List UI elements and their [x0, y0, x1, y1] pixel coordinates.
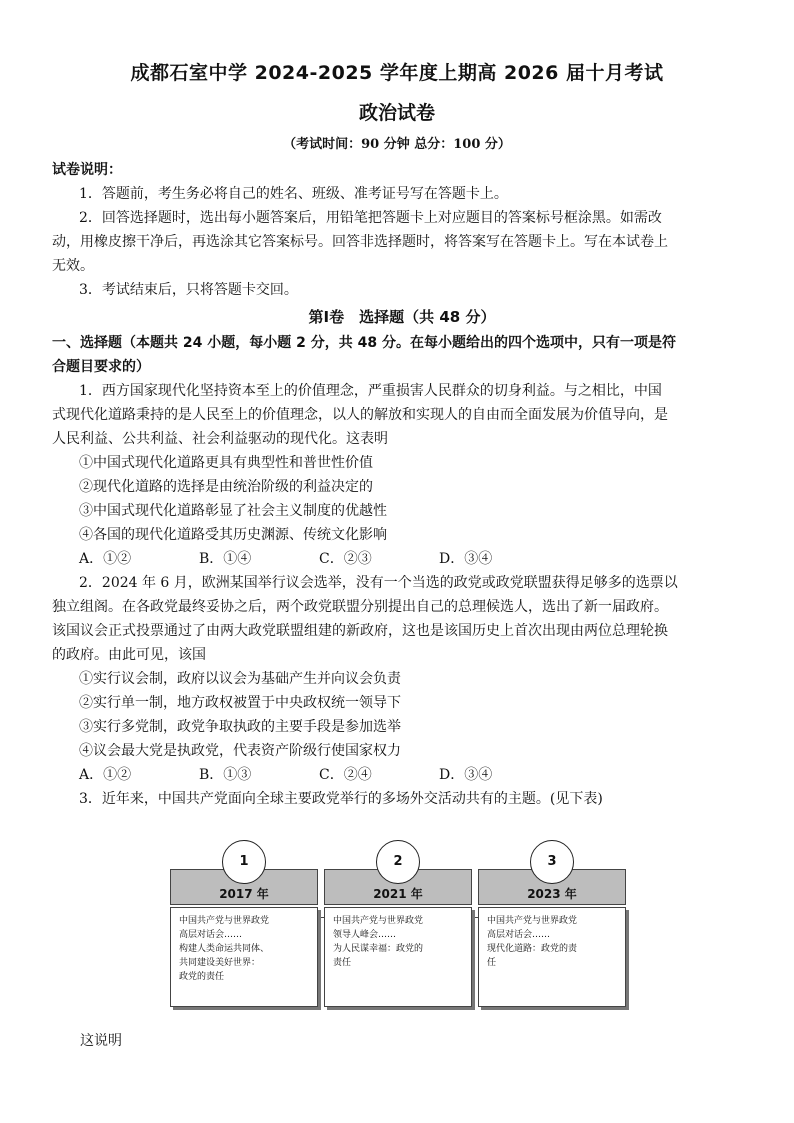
question-1-options [52, 547, 752, 571]
option-c: C．②③ [319, 551, 372, 567]
exam-title: 成都石室中学 2024-2025 学年度上期高 2026 届十月考试 [130, 62, 664, 84]
question-2-statement: ②实行单一制，地方政权被置于中央政权统一领导下 [79, 695, 401, 711]
event-text-line: 中国共产党与世界政党 [487, 916, 578, 926]
question-2-statement: ④议会最大党是执政党，代表资产阶级行使国家权力 [79, 743, 401, 759]
instruction-line: 2．回答选择题时，选出每小题答案后，用铅笔把答题卡上对应题目的答案标号框涂黑。如需改 [79, 210, 662, 226]
part-heading: 合题目要求的） [52, 359, 150, 375]
option-d: D．③④ [439, 767, 493, 783]
option-a: A．①② [79, 767, 132, 783]
question-1-statement: ②现代化道路的选择是由统治阶级的利益决定的 [79, 479, 373, 495]
event-text [487, 914, 617, 970]
question-2-line: 2．2024 年 6 月，欧洲某国举行议会选举，没有一个当选的政党或政党联盟获得足够多的选票以 [79, 575, 678, 591]
event-text-line: 构建人类命运共同体、 [179, 944, 270, 954]
event-number: 2 [376, 840, 420, 884]
question-1-statement: ③中国式现代化道路彰显了社会主义制度的优越性 [79, 503, 387, 519]
event-text-line: 责任 [333, 958, 352, 968]
event-card [170, 907, 318, 1007]
option-b: B．①④ [199, 551, 252, 567]
instruction-line: 1．答题前，考生务必将自己的姓名、班级、准考证号写在答题卡上。 [79, 186, 508, 202]
exam-content [52, 158, 752, 811]
option-a: A．①② [79, 551, 132, 567]
event-year: 2021 年 [324, 869, 472, 905]
question-3-closing: 这说明 [80, 1033, 122, 1049]
question-1-line: 式现代化道路秉持的是人民至上的价值理念，以人的解放和实现人的自由而全面发展为价值导向，是 [52, 407, 668, 423]
event-card [478, 907, 626, 1007]
event-number: 3 [530, 840, 574, 884]
event-text-line: 高层对话会…… [487, 930, 551, 940]
question-2-line: 的政府。由此可见，该国 [52, 647, 206, 663]
event-text [333, 914, 463, 970]
section-title: 第Ⅰ卷 选择题（共 48 分） [308, 308, 496, 326]
question-2-line: 该国议会正式投票通过了由两大政党联盟组建的新政府，这也是该国历史上首次出现由两位总理轮换 [52, 623, 668, 639]
part-heading: 一、选择题（本题共 24 小题，每小题 2 分，共 48 分。在每小题给出的四个选项中，只有一项是符 [52, 335, 676, 351]
option-b: B．①③ [199, 767, 252, 783]
instruction-line: 无效。 [52, 258, 94, 274]
event-text-line: 共同建设美好世界： [179, 958, 261, 968]
event-panel-2 [324, 837, 472, 1009]
option-d: D．③④ [439, 551, 493, 567]
instructions-heading: 试卷说明： [52, 162, 122, 178]
exam-subject: 政治试卷 [358, 102, 435, 124]
event-text-line: 政党的责任 [179, 972, 225, 982]
instruction-line: 3．考试结束后，只将答题卡交回。 [79, 282, 298, 298]
question-1-statement: ④各国的现代化道路受其历史渊源、传统文化影响 [79, 527, 387, 543]
event-text-line: 中国共产党与世界政党 [179, 916, 270, 926]
instruction-line: 动，用橡皮擦干净后，再选涂其它答案标号。回答非选择题时，将答案写在答题卡上。写在本试卷上 [52, 234, 668, 250]
event-text-line: 任 [487, 958, 497, 968]
event-text-line: 高层对话会…… [179, 930, 243, 940]
question-2-statement: ①实行议会制，政府以议会为基础产生并向议会负责 [79, 671, 401, 687]
question-2-line: 独立组阁。在各政党最终妥协之后，两个政党联盟分别提出自己的总理候选人，选出了新一届政府。 [52, 599, 668, 615]
event-year: 2017 年 [170, 869, 318, 905]
question-2-statement: ③实行多党制，政党争取执政的主要手段是参加选举 [79, 719, 401, 735]
question-1-line: 人民利益、公共利益、社会利益驱动的现代化。这表明 [52, 431, 388, 447]
event-panel-3 [478, 837, 626, 1009]
event-year: 2023 年 [478, 869, 626, 905]
option-c: C．②④ [319, 767, 372, 783]
event-text [179, 914, 309, 984]
event-text-line: 中国共产党与世界政党 [333, 916, 424, 926]
question-2-options [52, 763, 752, 787]
event-card [324, 907, 472, 1007]
event-number: 1 [222, 840, 266, 884]
event-text-line: 为人民谋幸福：政党的 [333, 944, 424, 954]
event-text-line: 现代化道路：政党的责 [487, 944, 578, 954]
question-3-line: 3．近年来，中国共产党面向全球主要政党举行的多场外交活动共有的主题。(见下表) [79, 791, 603, 807]
exam-info: （考试时间：90 分钟 总分：100 分） [283, 137, 511, 152]
event-panel-1 [170, 837, 318, 1009]
party-events-diagram [170, 837, 630, 1009]
question-1-line: 1．西方国家现代化坚持资本至上的价值理念，严重损害人民群众的切身利益。与之相比，中国 [79, 383, 662, 399]
question-1-statement: ①中国式现代化道路更具有典型性和普世性价值 [79, 455, 373, 471]
event-text-line: 领导人峰会…… [333, 930, 397, 940]
